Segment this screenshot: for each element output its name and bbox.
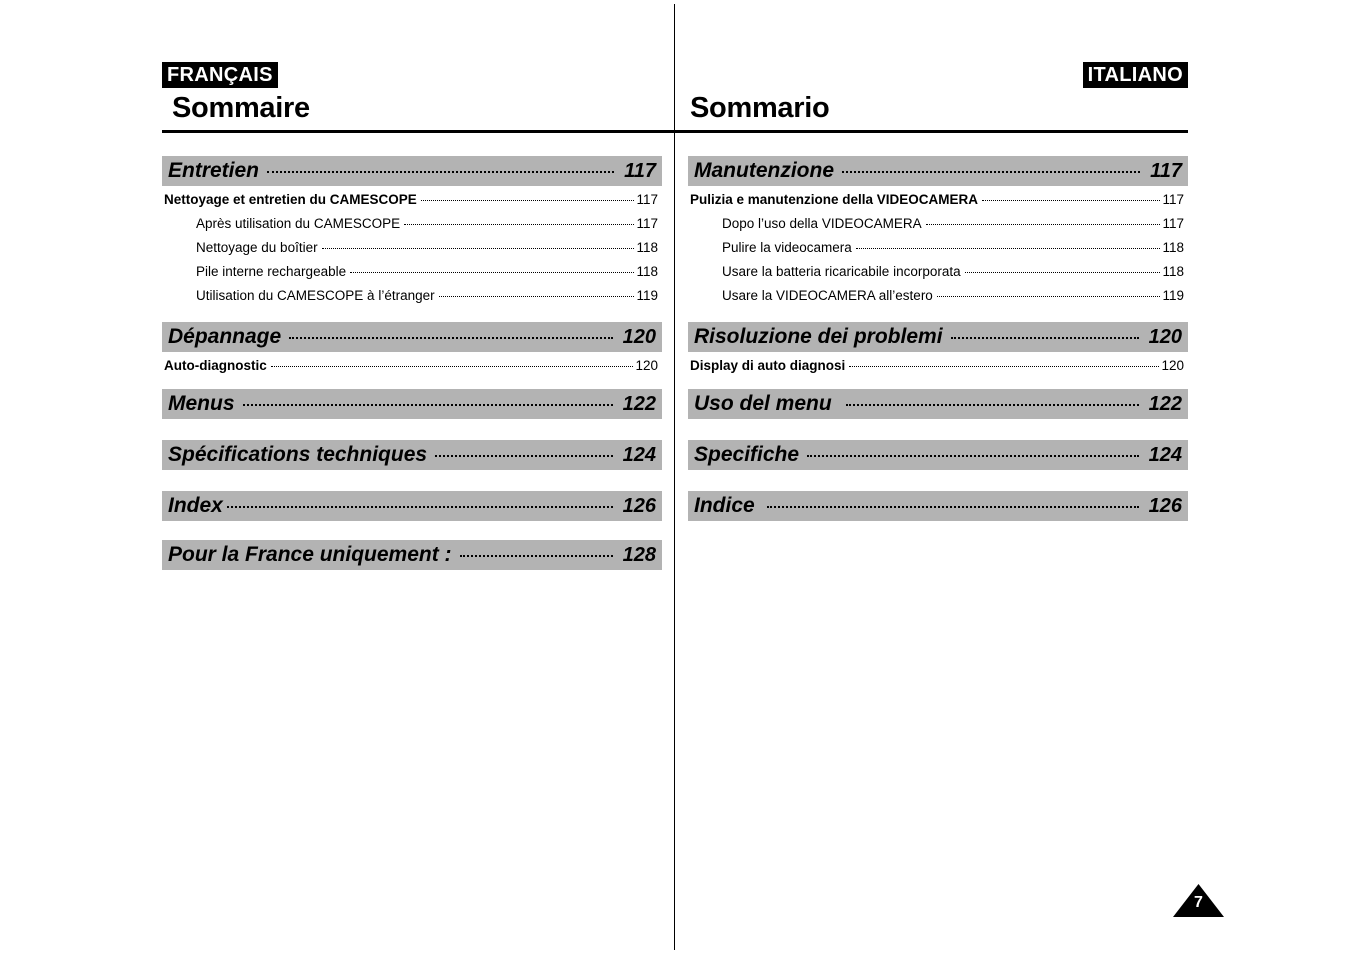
language-tag-french: FRANÇAIS	[162, 62, 278, 88]
section-bar[interactable]	[162, 440, 662, 470]
entry-label: Usare la VIDEOCAMERA all’estero	[722, 288, 933, 303]
leader-dots	[951, 337, 1139, 339]
toc-section-france	[162, 540, 662, 570]
toc-section-specifiche	[688, 440, 1188, 470]
section-label: Risoluzione dei problemi	[694, 325, 943, 348]
section-page: 117	[1150, 159, 1182, 182]
section-page: 120	[622, 325, 656, 348]
toc-entry[interactable]	[688, 188, 1188, 212]
toc-entry[interactable]	[162, 212, 662, 236]
section-page: 124	[1148, 443, 1182, 466]
toc-section-risoluzione	[688, 322, 1188, 378]
leader-dots	[404, 224, 634, 225]
toc-section-manutenzione	[688, 156, 1188, 308]
entry-label: Nettoyage et entretien du CAMESCOPE	[164, 192, 417, 207]
toc-section-uso-del-menu	[688, 389, 1188, 419]
section-label: Specifiche	[694, 443, 800, 466]
leader-dots	[421, 200, 635, 201]
section-label: Pour la France uniquement :	[168, 543, 452, 566]
column-divider	[674, 4, 675, 950]
title-rule	[162, 130, 674, 133]
section-label: Spécifications techniques	[168, 443, 428, 466]
toc-entry[interactable]	[688, 284, 1188, 308]
entry-label: Usare la batteria ricaricabile incorporata	[722, 264, 961, 279]
leader-dots	[767, 506, 1139, 508]
entry-page: 118	[1162, 264, 1184, 279]
toc-entry[interactable]	[688, 260, 1188, 284]
section-bar[interactable]	[162, 389, 662, 419]
entry-page: 119	[636, 288, 658, 303]
section-label: Manutenzione	[694, 159, 834, 182]
toc-section-specifications	[162, 440, 662, 470]
language-tag-italian: ITALIANO	[1083, 62, 1188, 88]
leader-dots	[842, 171, 1140, 173]
section-page: 120	[1148, 325, 1182, 348]
page-number: 7	[1194, 894, 1203, 911]
toc-entry[interactable]	[162, 284, 662, 308]
section-page: 117	[624, 159, 656, 182]
toc-entry[interactable]	[688, 212, 1188, 236]
entry-label: Pulire la videocamera	[722, 240, 852, 255]
section-bar[interactable]	[162, 322, 662, 352]
page-title-french: Sommaire	[172, 92, 310, 124]
entry-label: Après utilisation du CAMESCOPE	[196, 216, 401, 231]
toc-entry[interactable]	[162, 260, 662, 284]
section-bar[interactable]	[162, 491, 662, 521]
leader-dots	[807, 455, 1139, 457]
leader-dots	[849, 366, 1159, 367]
section-label: Menus	[168, 392, 235, 415]
section-bar[interactable]	[688, 440, 1188, 470]
section-page: 124	[622, 443, 656, 466]
toc-entry[interactable]	[688, 354, 1188, 378]
section-bar[interactable]	[688, 389, 1188, 419]
section-label: Uso del menu	[694, 392, 832, 415]
toc-section-indice	[688, 491, 1188, 521]
section-label: Dépannage	[168, 325, 282, 348]
leader-dots	[846, 404, 1139, 406]
toc-section-depannage	[162, 322, 662, 378]
page-number-marker	[1173, 884, 1224, 917]
section-page: 126	[622, 494, 656, 517]
section-page: 122	[1148, 392, 1182, 415]
section-bar[interactable]	[162, 156, 662, 186]
section-bar[interactable]	[688, 322, 1188, 352]
entry-page: 120	[1161, 358, 1184, 373]
entry-label: Auto-diagnostic	[164, 358, 267, 373]
entry-label: Nettoyage du boîtier	[196, 240, 318, 255]
leader-dots	[937, 296, 1161, 297]
toc-section-entretien	[162, 156, 662, 308]
section-label: Indice	[694, 494, 755, 517]
entry-page: 118	[1162, 240, 1184, 255]
leader-dots	[460, 555, 613, 557]
entry-page: 119	[1162, 288, 1184, 303]
entry-label: Pile interne rechargeable	[196, 264, 347, 279]
toc-entry[interactable]	[688, 236, 1188, 260]
entry-page: 117	[636, 192, 658, 207]
section-label: Entretien	[168, 159, 260, 182]
section-bar[interactable]	[162, 540, 662, 570]
leader-dots	[271, 366, 634, 367]
leader-dots	[435, 455, 613, 457]
toc-section-menus	[162, 389, 662, 419]
leader-dots	[243, 404, 613, 406]
leader-dots	[856, 248, 1161, 249]
entry-page: 117	[1162, 216, 1184, 231]
leader-dots	[350, 272, 634, 273]
entry-page: 118	[636, 264, 658, 279]
entry-label: Utilisation du CAMESCOPE à l’étranger	[196, 288, 435, 303]
entry-page: 117	[1162, 192, 1184, 207]
toc-entry[interactable]	[162, 236, 662, 260]
entry-page: 120	[635, 358, 658, 373]
leader-dots	[926, 224, 1161, 225]
section-label: Index	[168, 494, 223, 517]
toc-entry[interactable]	[162, 188, 662, 212]
leader-dots	[965, 272, 1161, 273]
leader-dots	[267, 171, 614, 173]
title-rule	[674, 130, 1188, 133]
section-page: 126	[1148, 494, 1182, 517]
entry-page: 117	[636, 216, 658, 231]
leader-dots	[227, 506, 613, 508]
leader-dots	[322, 248, 635, 249]
toc-section-index	[162, 491, 662, 521]
toc-entry[interactable]	[162, 354, 662, 378]
entry-label: Dopo l’uso della VIDEOCAMERA	[722, 216, 922, 231]
entry-page: 118	[636, 240, 658, 255]
section-bar[interactable]	[688, 156, 1188, 186]
section-page: 128	[622, 543, 656, 566]
section-page: 122	[622, 392, 656, 415]
entry-label: Pulizia e manutenzione della VIDEOCAMERA	[690, 192, 979, 207]
entry-label: Display di auto diagnosi	[690, 358, 846, 373]
leader-dots	[289, 337, 612, 339]
section-bar[interactable]	[688, 491, 1188, 521]
leader-dots	[439, 296, 635, 297]
leader-dots	[982, 200, 1160, 201]
page-title-italian: Sommario	[690, 92, 830, 124]
